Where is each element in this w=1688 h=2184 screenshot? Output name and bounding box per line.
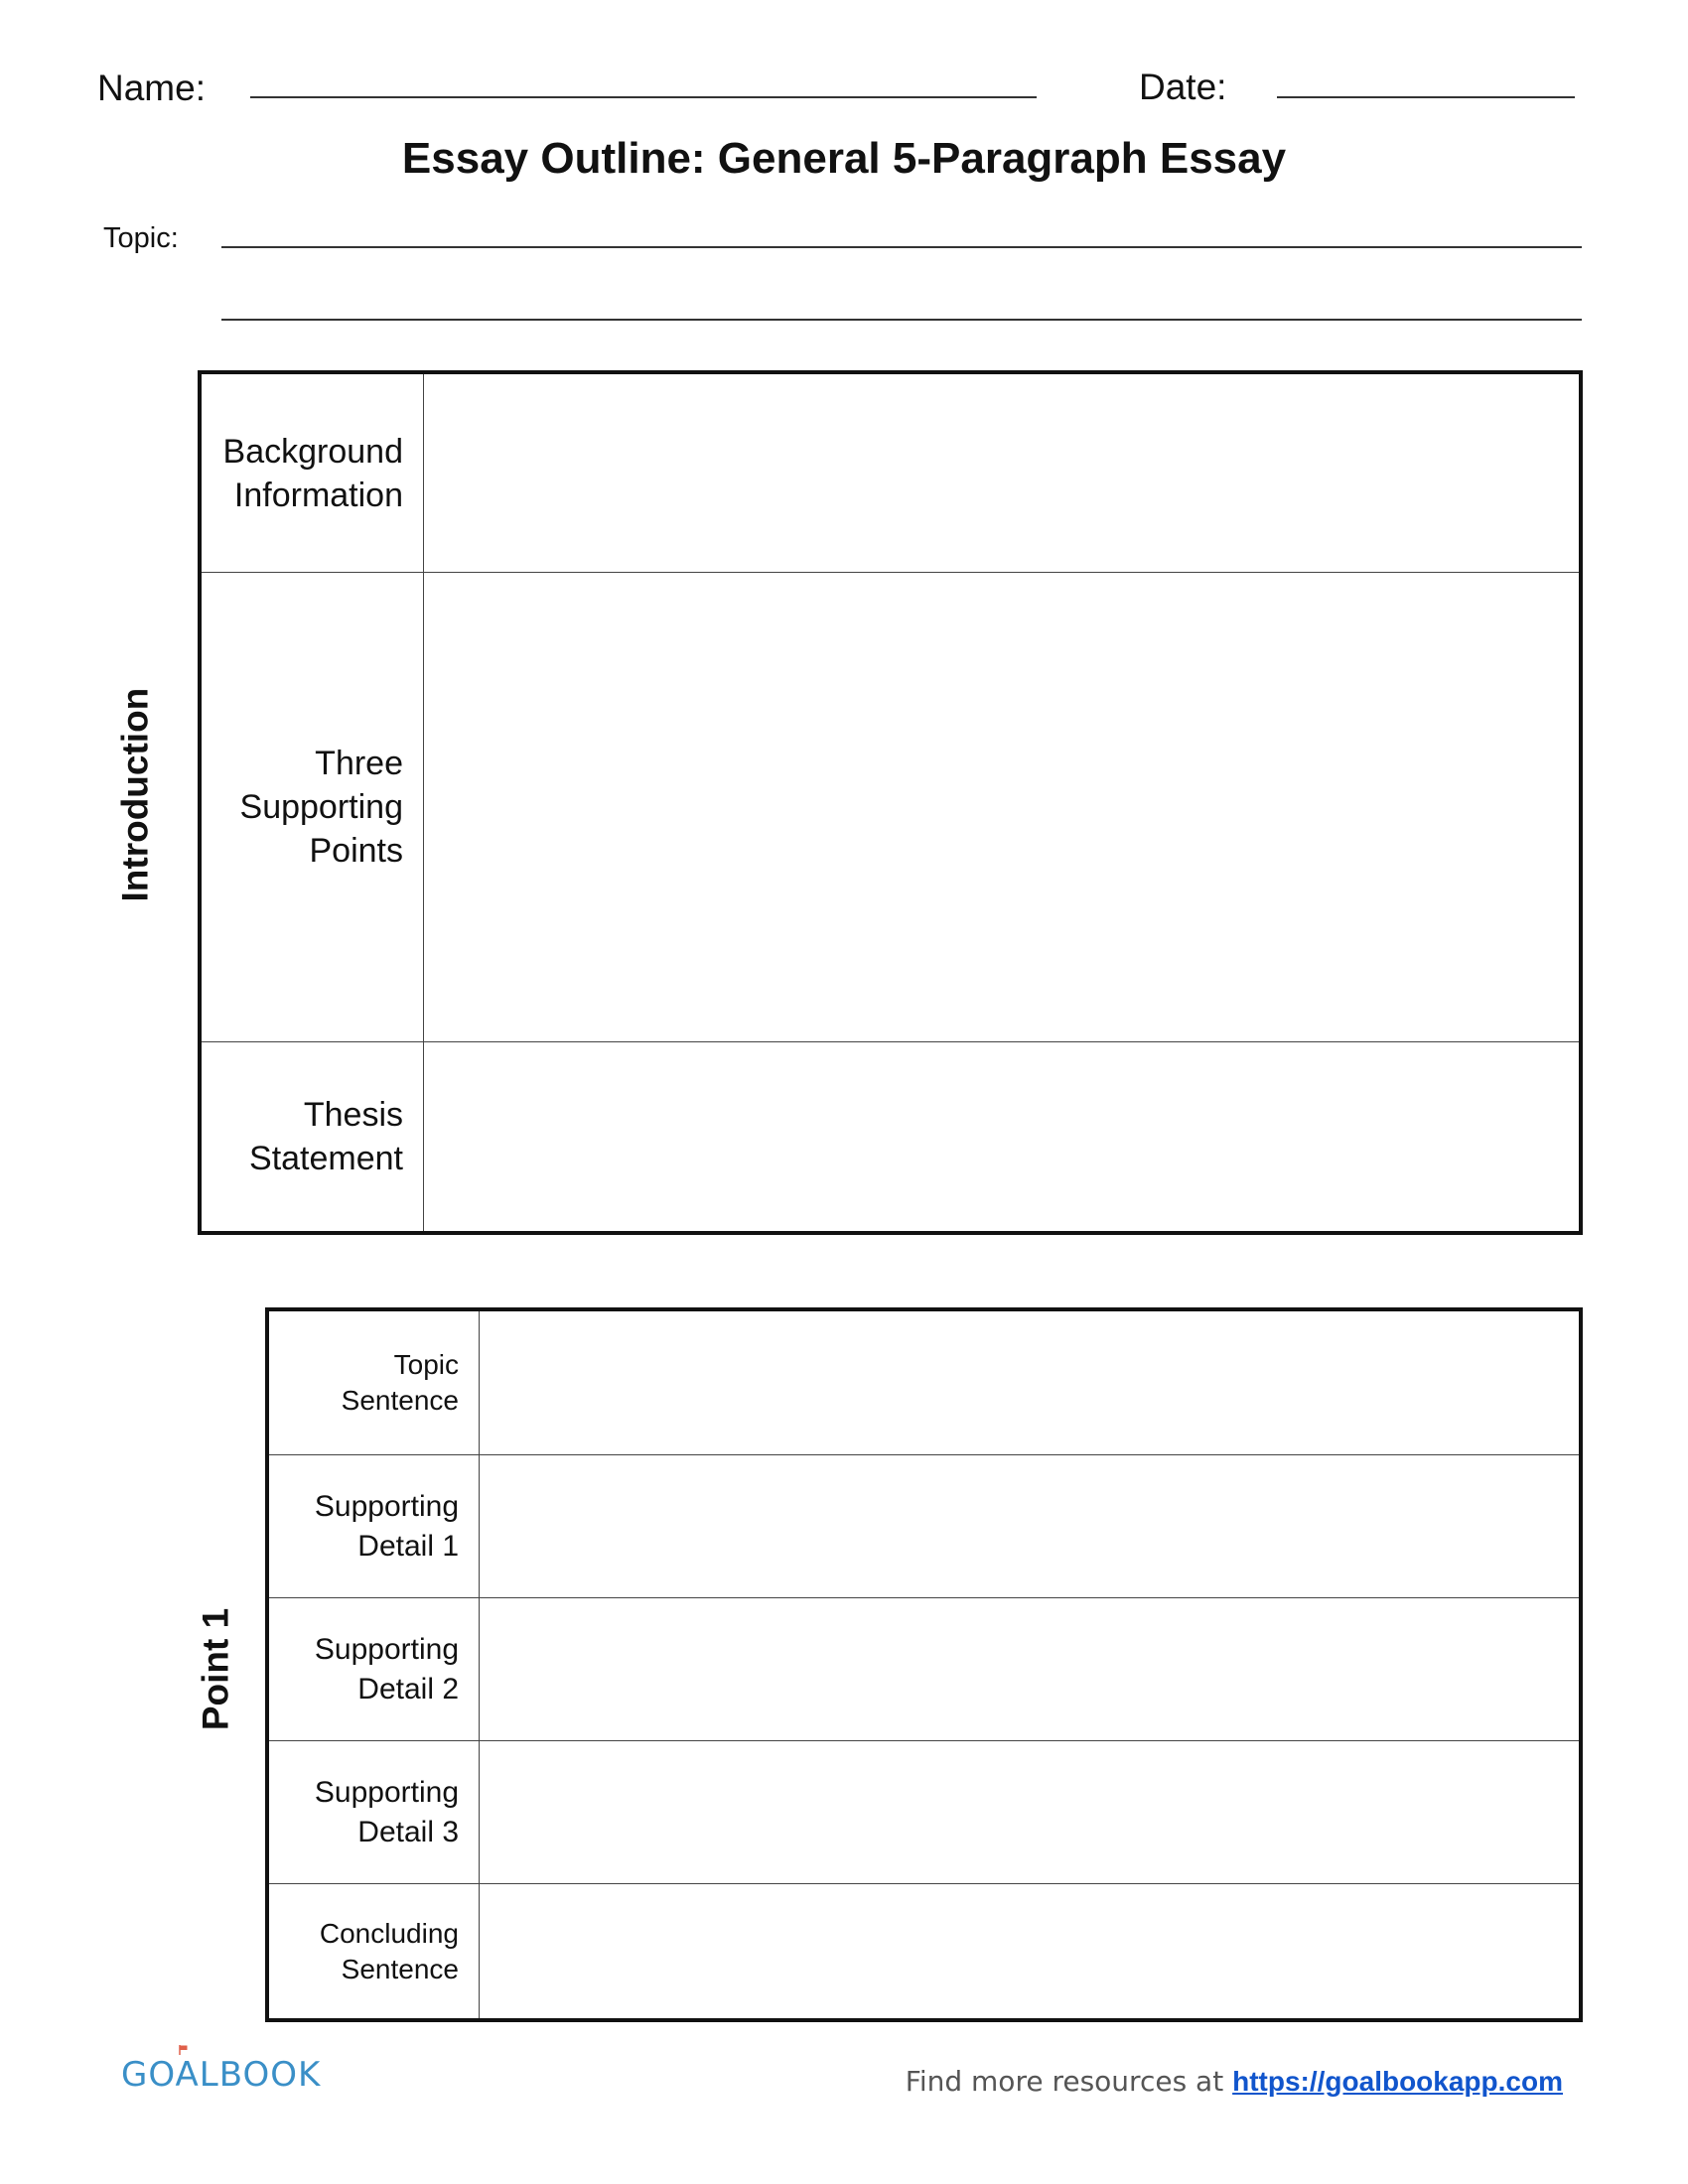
footer-resources-text: Find more resources at bbox=[905, 2065, 1224, 2098]
date-field[interactable] bbox=[1277, 96, 1575, 98]
label-line: Supporting bbox=[239, 788, 403, 826]
point1-row-detail-2 bbox=[269, 1597, 1579, 1740]
supporting-detail-1-label bbox=[269, 1455, 480, 1597]
topic-sentence-field[interactable] bbox=[480, 1311, 1579, 1454]
name-label: Name: bbox=[97, 68, 206, 108]
label-line: Points bbox=[309, 832, 403, 870]
name-field[interactable] bbox=[250, 96, 1037, 98]
concluding-sentence-field[interactable] bbox=[480, 1884, 1579, 2018]
supporting-detail-2-field[interactable] bbox=[480, 1598, 1579, 1740]
label-line: Detail 1 bbox=[357, 1529, 459, 1563]
label-line: Supporting bbox=[314, 1489, 459, 1523]
flag-icon bbox=[179, 2045, 189, 2055]
goalbook-logo bbox=[121, 2055, 322, 2095]
point1-row-concluding-sentence bbox=[269, 1883, 1579, 2018]
label-line: Supporting bbox=[314, 1775, 459, 1809]
introduction-section-label: Introduction bbox=[114, 687, 156, 902]
three-supporting-points-label bbox=[202, 573, 424, 1041]
label-line: Statement bbox=[249, 1140, 403, 1177]
point1-section-label: Point 1 bbox=[195, 1607, 236, 1731]
topic-field-line-2[interactable] bbox=[221, 319, 1582, 321]
label-line: Sentence bbox=[341, 1385, 459, 1416]
point1-table bbox=[265, 1307, 1583, 2022]
supporting-detail-2-label bbox=[269, 1598, 480, 1740]
three-supporting-points-field[interactable] bbox=[424, 573, 1579, 1041]
label-line: Detail 2 bbox=[357, 1672, 459, 1706]
intro-row-supporting-points bbox=[202, 572, 1579, 1041]
topic-label: Topic: bbox=[103, 222, 179, 254]
intro-row-background bbox=[202, 374, 1579, 572]
topic-sentence-label bbox=[269, 1311, 480, 1454]
label-line: Background bbox=[222, 432, 403, 471]
supporting-detail-3-field[interactable] bbox=[480, 1741, 1579, 1883]
label-line: Supporting bbox=[314, 1632, 459, 1666]
logo-text: GOALBOOK bbox=[121, 2055, 322, 2095]
intro-row-thesis bbox=[202, 1041, 1579, 1231]
label-line: Topic bbox=[393, 1349, 459, 1380]
date-label: Date: bbox=[1139, 67, 1227, 107]
point1-row-detail-3 bbox=[269, 1740, 1579, 1883]
label-line: Detail 3 bbox=[357, 1815, 459, 1848]
label-line: Concluding bbox=[319, 1917, 459, 1949]
thesis-statement-field[interactable] bbox=[424, 1042, 1579, 1231]
background-information-label bbox=[202, 374, 424, 572]
point1-row-detail-1 bbox=[269, 1454, 1579, 1597]
supporting-detail-1-field[interactable] bbox=[480, 1455, 1579, 1597]
introduction-table bbox=[198, 370, 1583, 1235]
supporting-detail-3-label bbox=[269, 1741, 480, 1883]
page-title: Essay Outline: General 5-Paragraph Essay bbox=[401, 134, 1287, 183]
label-line: Information bbox=[233, 476, 403, 514]
point1-row-topic-sentence bbox=[269, 1311, 1579, 1454]
goalbook-link[interactable]: https://goalbookapp.com bbox=[1232, 2066, 1563, 2097]
background-information-field[interactable] bbox=[424, 374, 1579, 572]
thesis-statement-label bbox=[202, 1042, 424, 1231]
footer-resources bbox=[905, 2065, 1563, 2098]
label-line: Sentence bbox=[341, 1953, 459, 1984]
label-line: Thesis bbox=[303, 1096, 403, 1134]
label-line: Three bbox=[315, 745, 403, 782]
concluding-sentence-label bbox=[269, 1884, 480, 2018]
topic-field-line-1[interactable] bbox=[221, 246, 1582, 248]
